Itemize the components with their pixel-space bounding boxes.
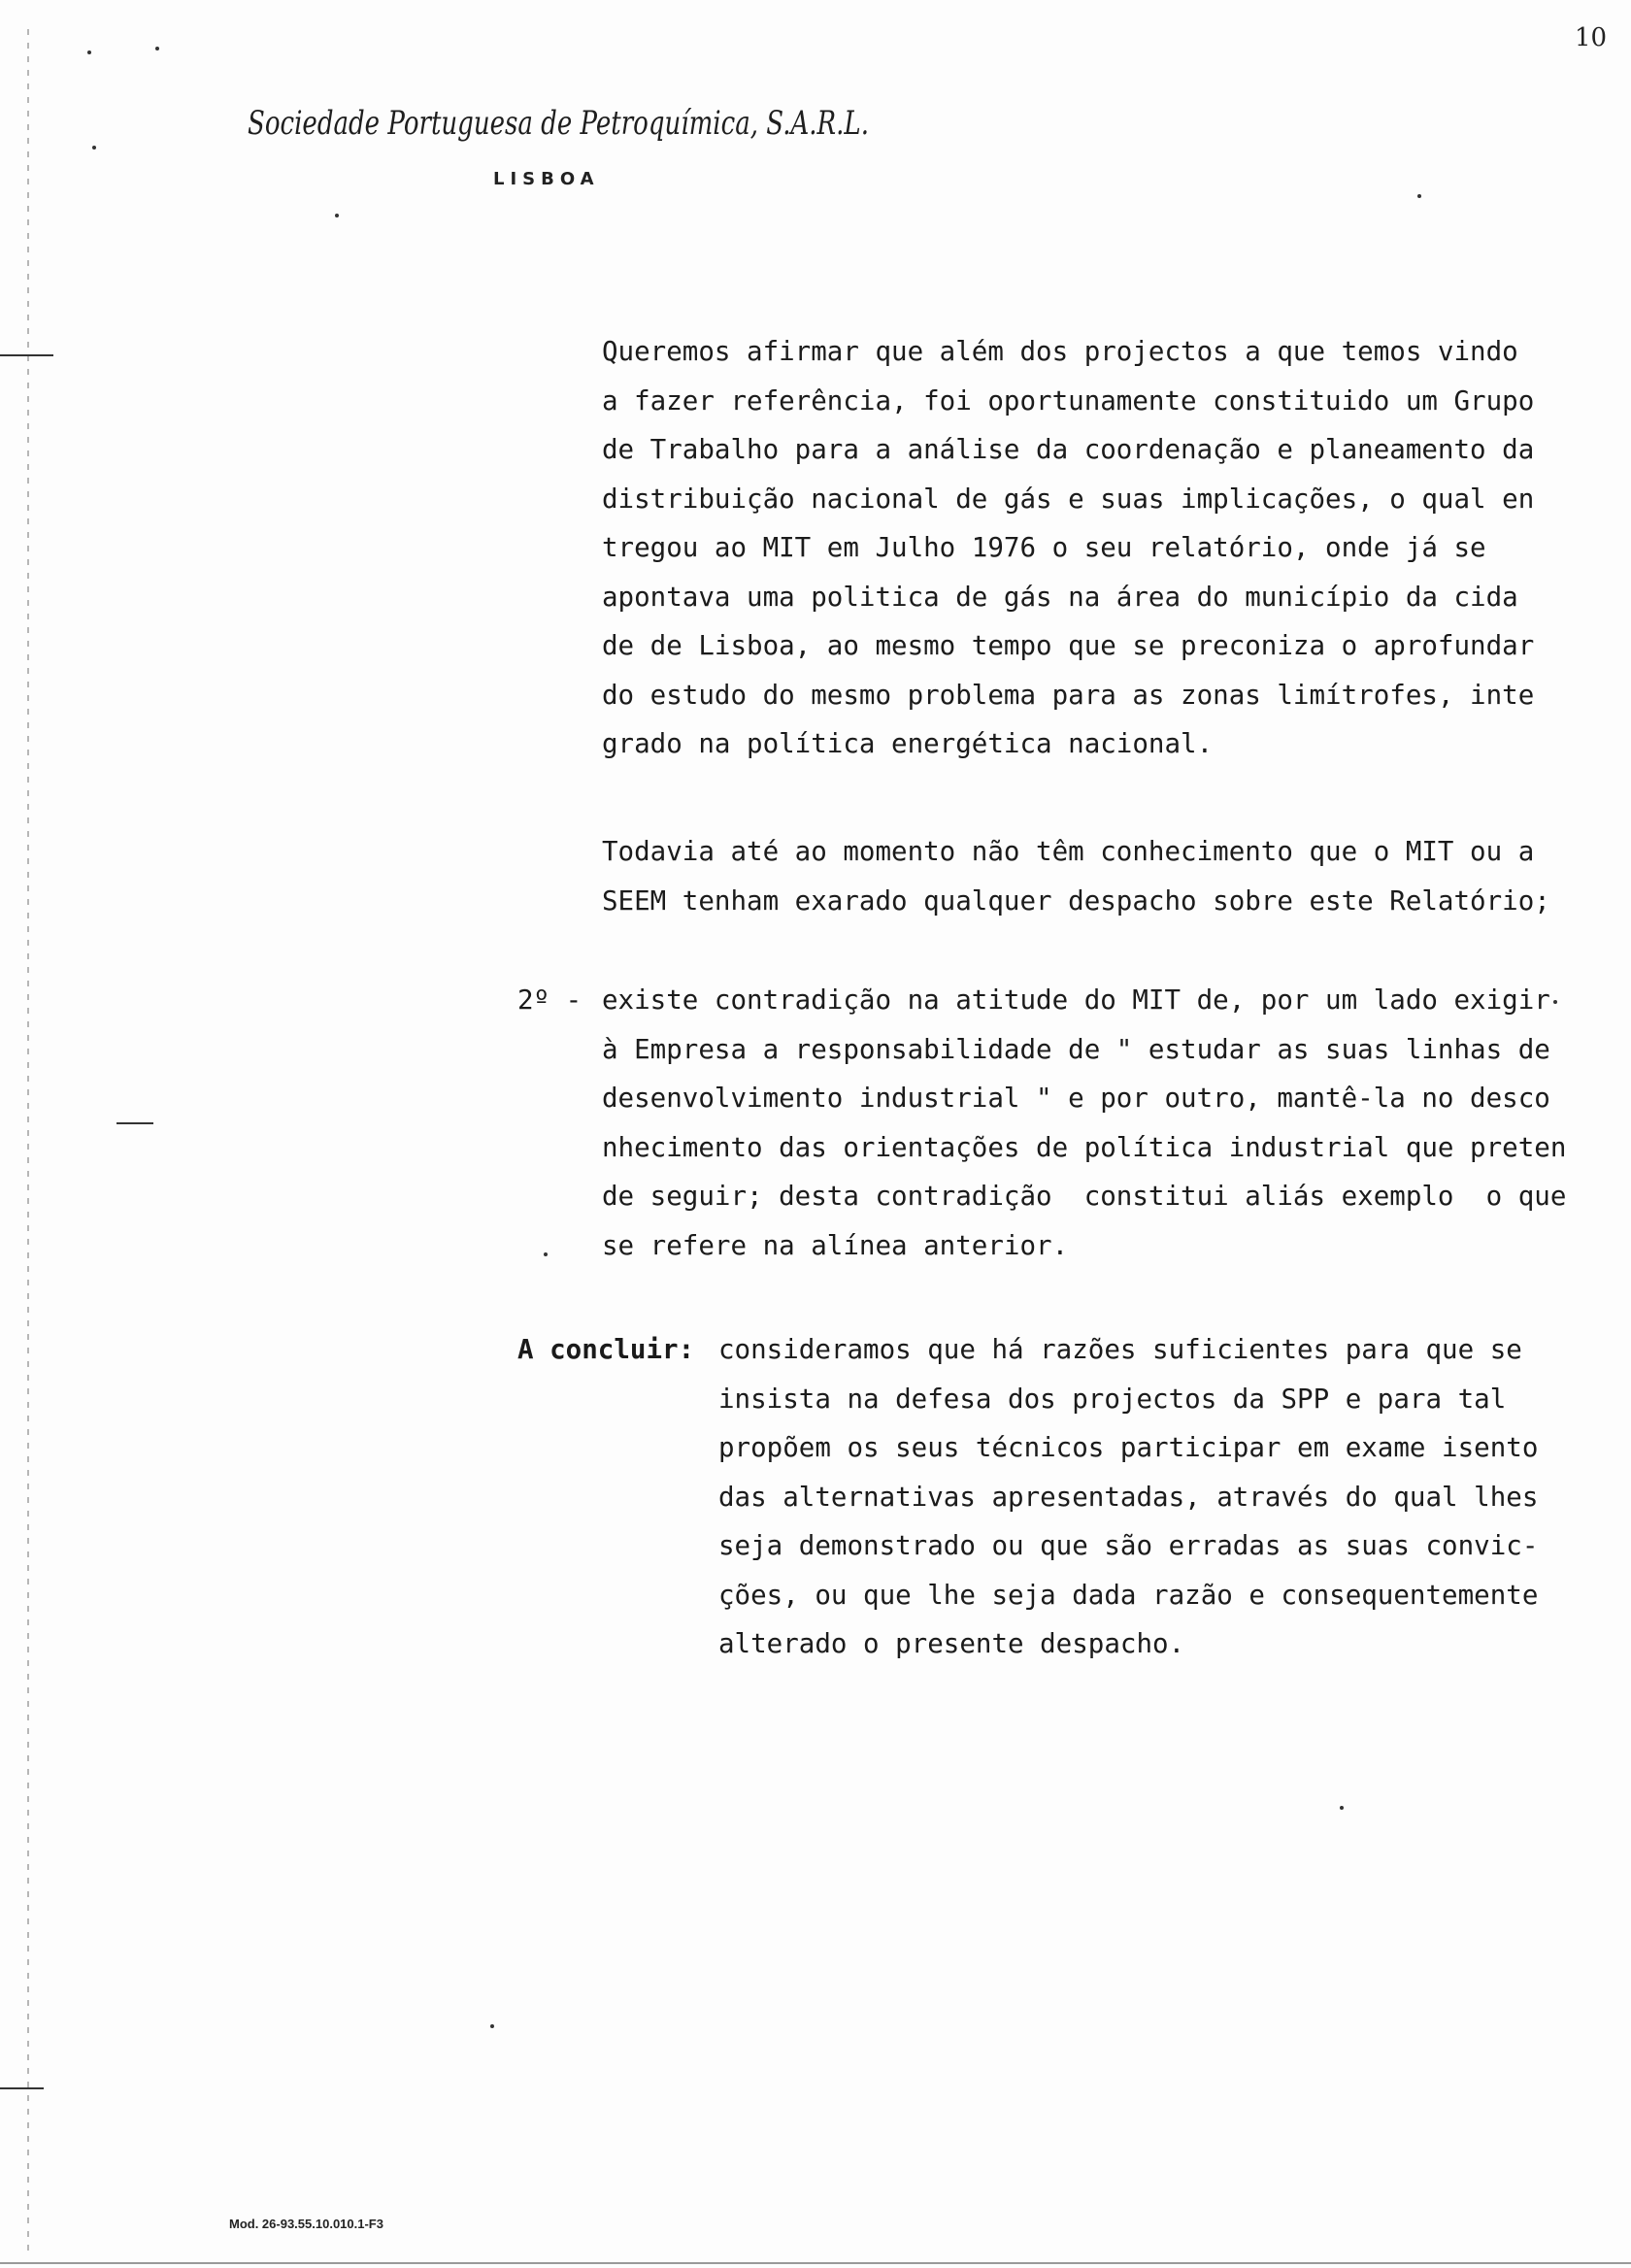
page-number: 10 (1575, 23, 1608, 52)
letterhead-script-icon (248, 93, 927, 151)
body-paragraph-2: Todavia até ao momento não têm conhecimento que o MIT ou a SEEM tenham exarado qualquer despacho sobre este Relatório; (602, 836, 1550, 917)
conclusion-paragraph: consideramos que há razões suficientes para que se insista na defesa dos projectos da SPP e para tal propõem os seus técnicos participar em exame isento das alternativas apresentadas, através do qual lhes seja demonstrado ou que são erradas as suas convic- ções, ou que lhe seja dada razão e consequentemente alterado o presente despacho. (718, 1334, 1539, 1659)
margin-tick (0, 2087, 44, 2089)
letterhead-city: LISBOA (493, 169, 600, 189)
svg-text:Sociedade Portuguesa de Petroq: Sociedade Portuguesa de Petroquímica, S.A.R.L. (248, 104, 869, 143)
scan-speck (155, 47, 159, 50)
scan-speck (335, 214, 339, 217)
bottom-edge-rule (0, 2262, 1631, 2264)
form-code: Mod. 26-93.55.10.010.1-F3 (229, 2217, 383, 2231)
scan-speck (1417, 194, 1421, 198)
scan-speck (1340, 1806, 1344, 1810)
company-letterhead-logo (248, 93, 927, 151)
margin-tick (0, 354, 53, 356)
conclusion-label: A concluir: (517, 1334, 695, 1365)
scan-speck (544, 1252, 548, 1256)
body-paragraph-3: existe contradição na atitude do MIT de, por um lado exigir à Empresa a responsabilidade de " estudar as suas linhas de desenvolvimento industrial " e por outro, mantê-la no desco nhecimento das orientações de política industrial que preten de seguir; desta contradição constitui aliás exemplo o que se refere na alínea anterior. (602, 984, 1567, 1261)
scan-speck (490, 2024, 494, 2028)
left-margin-rule (27, 29, 29, 2252)
scan-speck (87, 50, 91, 54)
body-paragraph-1: Queremos afirmar que além dos projectos a que temos vindo a fazer referência, foi oportunamente constituido um Grupo de Trabalho para a análise da coordenação e planeamento da distribuição nacional de gás e suas implicações, o qual en tregou ao MIT em Julho 1976 o seu relatório, onde já se apontava uma politica de gás na área do município da cida de de Lisboa, ao mesmo tempo que se preconiza o aprofundar do estudo do mesmo problema para as zonas limítrofes, inte grado na política energética nacional. (602, 336, 1535, 759)
item-2-marker: 2º - (517, 984, 582, 1016)
scan-speck (92, 146, 96, 150)
margin-tick (116, 1122, 153, 1124)
